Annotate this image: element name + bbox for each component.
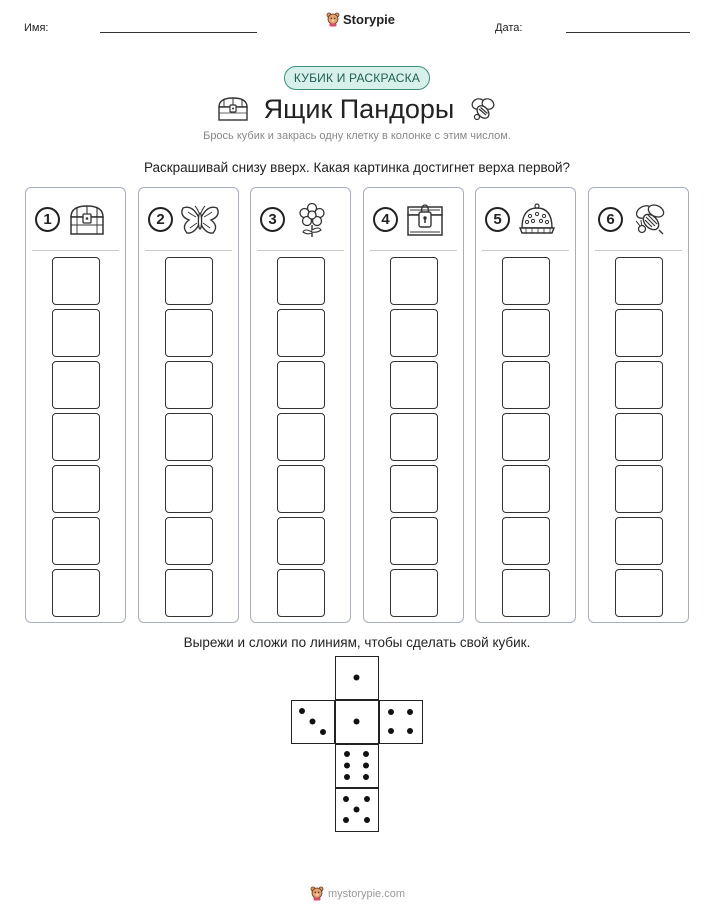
color-cell[interactable]: [52, 413, 100, 461]
color-cell[interactable]: [165, 465, 213, 513]
color-cell[interactable]: [615, 413, 663, 461]
color-cell[interactable]: [277, 517, 325, 565]
treasure-chest-icon: [216, 95, 250, 123]
bear-mascot-icon: [326, 12, 340, 27]
die-face-6: [335, 744, 379, 788]
color-cell[interactable]: [390, 569, 438, 617]
column-2: [138, 187, 239, 623]
color-cell[interactable]: [615, 309, 663, 357]
name-label: Имя:: [24, 22, 49, 34]
color-cell[interactable]: [390, 465, 438, 513]
color-cell[interactable]: [502, 413, 550, 461]
color-cell[interactable]: [502, 361, 550, 409]
color-cell[interactable]: [615, 569, 663, 617]
footer: [310, 886, 405, 901]
column-number: 5: [485, 207, 510, 232]
color-cell[interactable]: [390, 257, 438, 305]
color-cell[interactable]: [165, 257, 213, 305]
name-line[interactable]: [100, 32, 257, 33]
footer-url[interactable]: mystorypie.com: [328, 887, 406, 900]
color-cell[interactable]: [165, 517, 213, 565]
flower-icon: [291, 202, 333, 238]
bee-icon: [468, 96, 498, 122]
date-line[interactable]: [566, 32, 690, 33]
color-cell[interactable]: [52, 257, 100, 305]
column-number: 1: [35, 207, 60, 232]
color-cell[interactable]: [390, 413, 438, 461]
treasure-chest-icon: [66, 202, 108, 238]
color-cell[interactable]: [502, 465, 550, 513]
color-cell[interactable]: [165, 309, 213, 357]
color-cell[interactable]: [52, 309, 100, 357]
color-cell[interactable]: [165, 413, 213, 461]
color-cell[interactable]: [615, 257, 663, 305]
color-cell[interactable]: [502, 309, 550, 357]
color-cell[interactable]: [52, 569, 100, 617]
activity-badge: КУБИК И РАСКРАСКА: [284, 66, 430, 90]
die-face-4: [379, 700, 423, 744]
color-cell[interactable]: [615, 517, 663, 565]
column-number: 6: [598, 207, 623, 232]
die-face-1: [335, 656, 379, 700]
jeweled-crown-icon: [516, 202, 558, 238]
column-4: [363, 187, 464, 623]
brand-logo: [326, 12, 395, 27]
column-1: [25, 187, 126, 623]
color-cell[interactable]: [52, 465, 100, 513]
color-cell[interactable]: [165, 569, 213, 617]
color-cell[interactable]: [165, 361, 213, 409]
die-face-1: [335, 700, 379, 744]
date-label: Дата:: [495, 22, 523, 34]
color-cell[interactable]: [502, 569, 550, 617]
bee-icon: [629, 202, 671, 238]
cube-instruction: Вырежи и сложи по линиям, чтобы сделать свой кубик.: [183, 635, 531, 650]
color-cell[interactable]: [277, 465, 325, 513]
die-face-5: [335, 788, 379, 832]
die-face-3: [291, 700, 335, 744]
instruction: Раскрашивай снизу вверх. Какая картинка достигнет верха первой?: [143, 160, 571, 175]
bear-mascot-icon: [310, 886, 324, 901]
column-number: 4: [373, 207, 398, 232]
column-number: 2: [148, 207, 173, 232]
subtitle: Брось кубик и закрась одну клетку в колонке с этим числом.: [203, 130, 511, 142]
column-6: [588, 187, 689, 623]
color-cell[interactable]: [502, 517, 550, 565]
color-cell[interactable]: [390, 309, 438, 357]
color-cell[interactable]: [502, 257, 550, 305]
color-cell[interactable]: [390, 517, 438, 565]
color-cell[interactable]: [615, 465, 663, 513]
color-cell[interactable]: [52, 361, 100, 409]
color-cell[interactable]: [390, 361, 438, 409]
butterfly-icon: [179, 202, 221, 238]
color-cell[interactable]: [277, 309, 325, 357]
color-cell[interactable]: [52, 517, 100, 565]
locked-box-icon: [404, 202, 446, 238]
color-cell[interactable]: [277, 257, 325, 305]
column-3: [250, 187, 351, 623]
brand-name: Storypie: [343, 12, 396, 27]
color-cell[interactable]: [615, 361, 663, 409]
column-number: 3: [260, 207, 285, 232]
color-cell[interactable]: [277, 361, 325, 409]
page-title: Ящик Пандоры: [263, 93, 455, 124]
title-row: [0, 92, 714, 126]
color-cell[interactable]: [277, 569, 325, 617]
column-5: [475, 187, 576, 623]
color-cell[interactable]: [277, 413, 325, 461]
